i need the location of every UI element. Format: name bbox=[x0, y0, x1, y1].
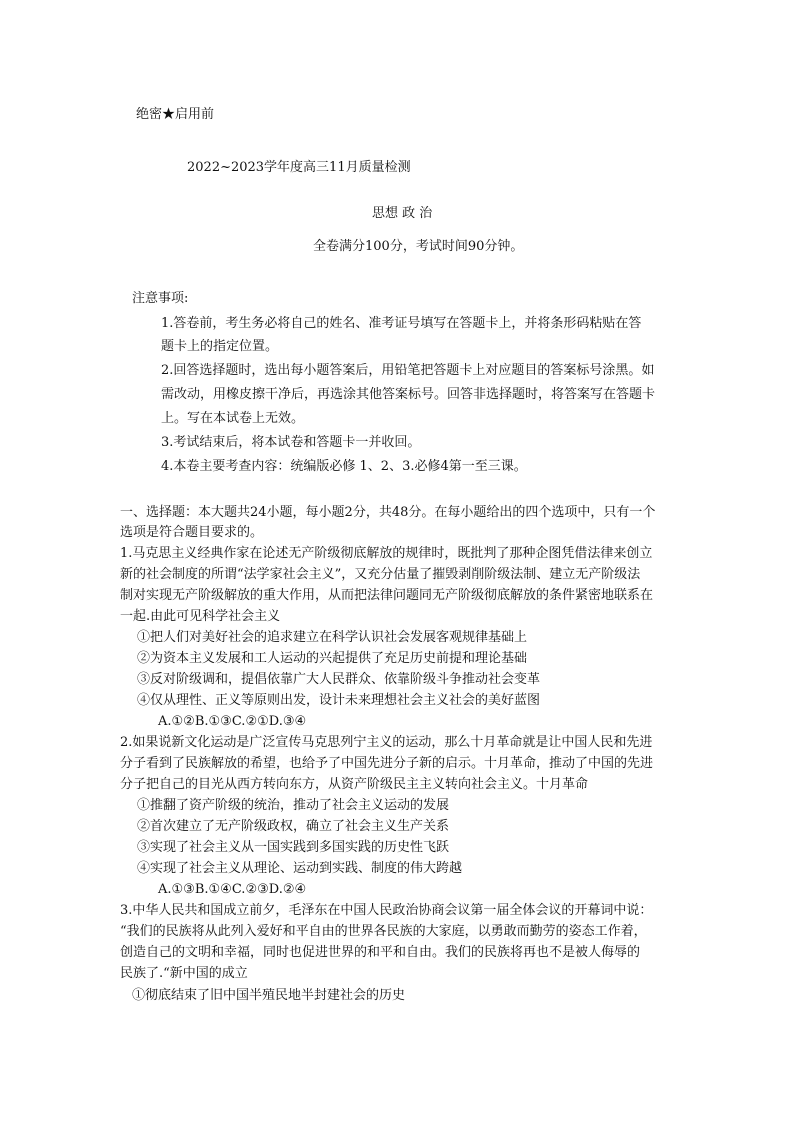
note-line: 上。写在本试卷上无效。 bbox=[161, 411, 305, 426]
question-option: ①把人们对美好社会的追求建立在科学认识社会发展客观规律基础上 bbox=[137, 630, 528, 645]
question-option: ①彻底结束了旧中国半殖民地半封建社会的历史 bbox=[132, 988, 406, 1003]
note-line: 4.本卷主要考查内容：统编版必修 1、2、3.必修4第一至三课。 bbox=[161, 459, 527, 474]
section-heading: 选项是符合题目要求的。 bbox=[120, 525, 264, 540]
question-stem-line: 制对实现无产阶级解放的重大作用，从而把法律问题同无产阶级彻底解放的条件紧密地联系在 bbox=[120, 588, 654, 603]
section-heading: 一、选择题：本大题共24小题，每小题2分，共48分。在每小题给出的四个选项中，只有一个 bbox=[120, 505, 656, 520]
question-stem-line: 1.马克思主义经典作家在论述无产阶级彻底解放的规律时，既批判了那种企图凭借法律来创立 bbox=[120, 546, 653, 561]
note-line: 3.考试结束后，将本试卷和答题卡一并收回。 bbox=[161, 435, 421, 450]
note-line: 题卡上的指定位置。 bbox=[161, 339, 279, 354]
question-option: ③反对阶级调和，提倡依靠广大人民群众、依靠阶级斗争推动社会变革 bbox=[137, 672, 541, 687]
note-line: 需改动，用橡皮擦干净后，再选涂其他答案标号。回答非选择题时，将答案写在答题卡 bbox=[161, 387, 656, 402]
note-line: 1.答卷前，考生务必将自己的姓名、准考证号填写在答题卡上，并将条形码粘贴在答 bbox=[161, 316, 642, 331]
question-option: ②为资本主义发展和工人运动的兴起提供了充足历史前提和理论基础 bbox=[137, 651, 528, 666]
question-stem-line: 3.中华人民共和国成立前夕，毛泽东在中国人民政治协商会议第一届全体会议的开幕词中说： bbox=[120, 903, 653, 918]
question-choices: A.①②B.①③C.②①D.③④ bbox=[158, 714, 307, 729]
question-option: ④实现了社会主义从理论、运动到实践、制度的伟大跨越 bbox=[137, 861, 463, 876]
exam-title: 2022~2023学年度高三11月质量检测 bbox=[187, 160, 411, 175]
notes-title: 注意事项: bbox=[132, 291, 189, 306]
score-time: 全卷满分100分，考试时间90分钟。 bbox=[313, 239, 524, 254]
question-stem-line: “我们的民族将从此列入爱好和平自由的世界各民族的大家庭，以勇敢而勤劳的姿态工作着， bbox=[120, 924, 647, 939]
question-stem-line: 民族了.“新中国的成立 bbox=[120, 966, 248, 981]
question-option: ①推翻了资产阶级的统治，推动了社会主义运动的发展 bbox=[137, 798, 450, 813]
subject-title: 思想 政 治 bbox=[372, 206, 433, 221]
question-stem-line: 2.如果说新文化运动是广泛宣传马克思列宁主义的运动，那么十月革命就是让中国人民和先进 bbox=[120, 735, 653, 750]
question-stem-line: 创造自己的文明和幸福，同时也促进世界的和平和自由。我们的民族将再也不是被人侮辱的 bbox=[120, 945, 641, 960]
question-stem-line: 一起.由此可见科学社会主义 bbox=[120, 609, 281, 624]
question-option: ②首次建立了无产阶级政权，确立了社会主义生产关系 bbox=[137, 819, 450, 834]
secret-label: 绝密★启用前 bbox=[136, 107, 215, 122]
question-stem-line: 分子看到了民族解放的希望，也给予了中国先进分子新的启示。十月革命，推动了中国的先进 bbox=[120, 756, 654, 771]
note-line: 2.回答选择题时，选出每小题答案后，用铅笔把答题卡上对应题目的答案标号涂黑。如 bbox=[161, 363, 655, 378]
question-stem-line: 分子把自己的目光从西方转向东方，从资产阶级民主主义转向社会主义。十月革命 bbox=[120, 777, 589, 792]
question-choices: A.①③B.①④C.②③D.②④ bbox=[158, 882, 307, 897]
question-option: ③实现了社会主义从一国实践到多国实践的历史性飞跃 bbox=[137, 840, 450, 855]
question-option: ④仅从理性、正义等原则出发，设计未来理想社会主义社会的美好蓝图 bbox=[137, 693, 541, 708]
question-stem-line: 新的社会制度的所谓“法学家社会主义”，又充分估量了摧毁剥削阶级法制、建立无产阶级法 bbox=[120, 567, 641, 582]
